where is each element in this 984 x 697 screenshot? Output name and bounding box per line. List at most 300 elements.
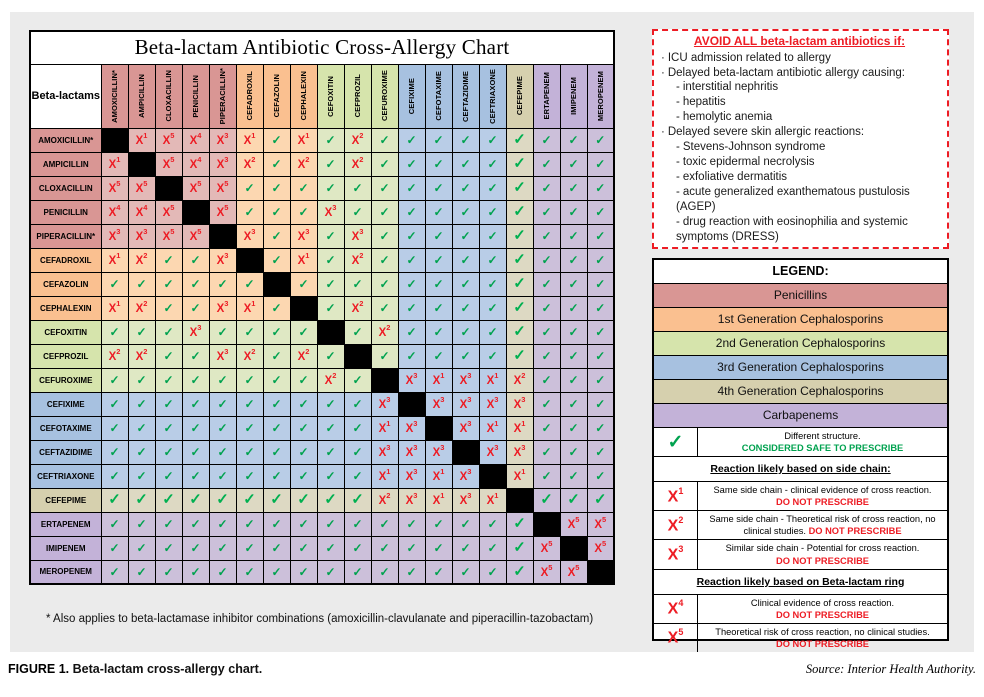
x3-mark-icon: $X^3$ [405,371,418,387]
matrix-row [30,464,614,488]
matrix-cell [587,440,614,464]
checkmark-icon: ✓ [541,325,552,339]
checkmark-icon: ✓ [351,491,364,508]
matrix-cell [506,560,533,584]
matrix-cell [398,488,425,512]
checkmark-icon: ✓ [136,469,147,483]
matrix-cell [182,416,209,440]
matrix-cell [560,344,587,368]
checkmark-icon: ✓ [406,517,417,531]
checkmark-icon: ✓ [217,373,228,387]
checkmark-icon: ✓ [406,205,417,219]
checkmark-icon: ✓ [460,349,471,363]
checkmark-icon: ✓ [541,469,552,483]
x1-mark-icon: $X^1$ [243,131,256,147]
checkmark-icon: ✓ [406,541,417,555]
column-header-cloxacillin [155,64,182,128]
matrix-cell [533,392,560,416]
avoid-warning-item-text: toxic epidermal necrolysis [682,156,815,169]
matrix-cell [560,296,587,320]
avoid-warning-item [661,215,938,245]
matrix-cell [155,392,182,416]
matrix-cell [479,320,506,344]
matrix-cell [209,512,236,536]
matrix-cell [587,128,614,152]
matrix-cell [425,392,452,416]
matrix-cell [560,440,587,464]
checkmark-icon: ✓ [595,157,606,171]
matrix-cell [290,416,317,440]
matrix-cell [560,176,587,200]
avoid-warning-item-text: interstitial nephritis [682,81,779,94]
legend-class-band: 2nd Generation Cephalosporins [654,332,947,356]
checkmark-icon: ✓ [352,564,363,579]
matrix-cell [209,296,236,320]
x2-mark-icon: $X^2$ [135,299,148,315]
matrix-cell [506,440,533,464]
row-header-cefixime: CEFIXIME [30,392,101,416]
x5-mark-icon: $X^5$ [162,131,175,147]
checkmark-icon: ✓ [217,397,228,411]
column-header-label: CEFPROZIL [353,74,362,118]
matrix-cell [290,392,317,416]
matrix-cell [425,272,452,296]
matrix-cell [425,368,452,392]
matrix-cell [425,152,452,176]
x3-mark-icon: $X^3$ [216,347,229,363]
x3-mark-icon: $X^3$ [486,443,499,459]
matrix-cell [479,536,506,560]
checkmark-icon: ✓ [513,203,526,220]
avoid-warning-item-text: drug reaction with eosinophilia and systemic symptoms (DRESS) [676,215,908,243]
dash-icon: - [676,156,680,169]
matrix-cell [452,248,479,272]
column-header-label: AMPICILLIN [137,74,146,118]
matrix-cell [452,296,479,320]
matrix-diagonal-cell [398,392,425,416]
checkmark-icon: ✓ [460,253,471,267]
checkmark-icon: ✓ [190,373,201,387]
checkmark-icon: ✓ [568,277,579,291]
matrix-cell [587,224,614,248]
x2-mark-icon: $X^2$ [351,251,364,267]
checkmark-icon: ✓ [136,517,147,531]
x5-mark-icon: $X^5$ [594,515,607,531]
bullet-dot-icon: · [661,51,665,64]
matrix-cell [506,320,533,344]
legend-description-text: Theoretical risk of cross reaction, no clinical studies. [715,626,930,637]
matrix-cell [533,176,560,200]
checkmark-icon: ✓ [595,229,606,243]
matrix-cell [371,176,398,200]
matrix-cell [209,368,236,392]
x2-mark-icon: $X^2$ [297,155,310,171]
matrix-cell [155,368,182,392]
x5-mark-icon: $X^5$ [162,155,175,171]
row-header-cloxacillin: CLOXACILLIN [30,176,101,200]
matrix-cell [479,560,506,584]
matrix-cell [128,224,155,248]
matrix-cell [398,224,425,248]
checkmark-icon: ✓ [217,445,228,459]
matrix-row [30,200,614,224]
checkmark-icon: ✓ [541,349,552,363]
checkmark-icon: ✓ [406,133,417,147]
matrix-cell [506,464,533,488]
matrix-cell [533,560,560,584]
matrix-cell [155,464,182,488]
checkmark-icon: ✓ [190,541,201,555]
row-header-imipenem: IMIPENEM [30,536,101,560]
matrix-cell [290,512,317,536]
x5-mark-icon: $X^5$ [135,179,148,195]
matrix-cell [236,536,263,560]
matrix-cell [479,512,506,536]
matrix-cell [371,536,398,560]
matrix-cell [506,512,533,536]
matrix-row [30,416,614,440]
checkmark-icon: ✓ [433,157,444,171]
matrix-cell [560,464,587,488]
matrix-cell [236,320,263,344]
x3-mark-icon: $X^3$ [189,323,202,339]
matrix-cell [344,152,371,176]
matrix-cell [425,320,452,344]
checkmark-icon: ✓ [433,541,444,555]
x1-mark-icon: $X^1$ [243,299,256,315]
checkmark-icon: ✓ [513,227,526,244]
column-header-row [30,64,614,128]
matrix-body [30,128,614,584]
matrix-cell [263,128,290,152]
checkmark-icon: ✓ [595,373,606,387]
legend-box [652,258,949,649]
avoid-warning-item [661,95,938,110]
checkmark-icon: ✓ [433,517,444,531]
matrix-cell [263,152,290,176]
matrix-cell [398,416,425,440]
legend-symbol-rows [654,428,947,652]
matrix-cell [452,464,479,488]
avoid-warning-item-text: Delayed severe skin allergic reactions: [667,126,865,139]
checkmark-icon: ✓ [487,564,498,579]
checkmark-icon: ✓ [325,229,336,243]
matrix-cell [155,296,182,320]
column-header-label: CEFOTAXIME [434,71,443,121]
avoid-warning-item-text: hemolytic anemia [682,111,773,124]
checkmark-icon: ✓ [568,445,579,459]
matrix-cell [155,440,182,464]
checkmark-icon: ✓ [379,181,390,195]
checkmark-icon: ✓ [271,445,282,459]
row-header-cefadroxil: CEFADROXIL [30,248,101,272]
x3-mark-icon: $X^3$ [405,443,418,459]
matrix-cell [155,272,182,296]
matrix-cell [452,512,479,536]
matrix-cell [263,320,290,344]
legend-symbol [654,540,698,568]
legend-class-band: Penicillins [654,284,947,308]
checkmark-icon: ✓ [244,205,255,219]
x1-mark-icon: $X^1$ [432,491,445,507]
matrix-cell [101,488,128,512]
checkmark-icon: ✓ [163,397,174,411]
matrix-cell [533,344,560,368]
checkmark-icon: ✓ [460,205,471,219]
matrix-diagonal-cell [479,464,506,488]
figure-caption [8,662,976,677]
checkmark-icon: ✓ [325,541,336,555]
matrix-row [30,272,614,296]
matrix-cell [452,416,479,440]
legend-verdict: DO NOT PRESCRIBE [776,555,869,566]
matrix-cell [452,128,479,152]
matrix-cell [560,248,587,272]
checkmark-icon: ✓ [325,253,336,267]
legend-verdict: CONSIDERED SAFE TO PRESCRIBE [741,443,904,454]
matrix-cell [398,176,425,200]
matrix-cell [317,128,344,152]
legend-row [654,428,947,457]
checkmark-icon: ✓ [271,517,282,531]
checkmark-icon: ✓ [190,421,201,435]
checkmark-icon: ✓ [352,205,363,219]
matrix-cell [236,200,263,224]
checkmark-icon: ✓ [325,181,336,195]
matrix-cell [182,512,209,536]
matrix-cell [479,152,506,176]
matrix-cell [182,272,209,296]
matrix-row [30,440,614,464]
matrix-cell [344,392,371,416]
column-header-cefotaxime [425,64,452,128]
checkmark-icon: ✓ [568,469,579,483]
checkmark-icon: ✓ [109,469,120,483]
matrix-cell [263,536,290,560]
checkmark-icon: ✓ [190,301,201,315]
checkmark-icon: ✓ [352,469,363,483]
column-header-label: CEFTRIAXONE [488,68,497,124]
matrix-cell [101,512,128,536]
checkmark-icon: ✓ [324,491,337,508]
checkmark-icon: ✓ [487,541,498,555]
checkmark-icon: ✓ [352,421,363,435]
matrix-cell [587,536,614,560]
checkmark-icon: ✓ [109,373,120,387]
matrix-cell [263,512,290,536]
matrix-cell [587,512,614,536]
matrix-cell [101,296,128,320]
checkmark-icon: ✓ [568,133,579,147]
checkmark-icon: ✓ [352,397,363,411]
matrix-cell [209,416,236,440]
avoid-warning-item [661,155,938,170]
legend-verdict: DO NOT PRESCRIBE [808,526,902,537]
avoid-warning-item [661,110,938,125]
matrix-cell [587,152,614,176]
x3-mark-icon: $X^3$ [459,395,472,411]
checkmark-icon: ✓ [460,325,471,339]
x3-mark-icon: $X^3$ [297,227,310,243]
column-header-ampicillin [128,64,155,128]
matrix-cell [290,152,317,176]
checkmark-icon: ✓ [406,564,417,579]
matrix-cell [371,128,398,152]
column-header-cephalexin [290,64,317,128]
matrix-row [30,128,614,152]
matrix-cell [560,416,587,440]
matrix-cell [236,440,263,464]
legend-description [698,595,947,623]
avoid-warning-list [661,51,938,245]
checkmark-icon: ✓ [487,349,498,363]
matrix-cell [182,224,209,248]
matrix-cell [587,200,614,224]
matrix-cell [236,272,263,296]
column-header-label: CLOXACILLIN [164,70,173,122]
matrix-cell [533,320,560,344]
checkmark-icon: ✓ [513,275,526,292]
checkmark-icon: ✓ [352,541,363,555]
checkmark-icon: ✓ [513,347,526,364]
x2-mark-icon: $X^2$ [135,347,148,363]
legend-description [698,511,947,539]
matrix-cell [506,416,533,440]
checkmark-icon: ✓ [217,421,228,435]
figure-caption-left [8,662,262,676]
x3-mark-icon: $X^3$ [216,251,229,267]
checkmark-icon: ✓ [217,564,228,579]
legend-description-text: Clinical evidence of cross reaction. [750,597,895,608]
checkmark-icon: ✓ [513,515,526,532]
checkmark-icon: ✓ [513,131,526,148]
checkmark-icon: ✓ [352,325,363,339]
matrix-cell [371,464,398,488]
checkmark-icon: ✓ [487,229,498,243]
matrix-cell [236,488,263,512]
checkmark-icon: ✓ [460,517,471,531]
matrix-cell [155,416,182,440]
matrix-cell [155,320,182,344]
x3-mark-icon: $X^3$ [432,443,445,459]
checkmark-icon: ✓ [352,277,363,291]
checkmark-icon: ✓ [271,349,282,363]
matrix-row [30,368,614,392]
checkmark-icon: ✓ [352,445,363,459]
matrix-cell [209,464,236,488]
checkmark-icon: ✓ [406,325,417,339]
matrix-diagonal-cell [236,248,263,272]
legend-description [698,482,947,510]
checkmark-icon: ✓ [460,181,471,195]
matrix-cell [533,536,560,560]
matrix-cell [506,536,533,560]
row-header-ertapenem: ERTAPENEM [30,512,101,536]
matrix-cell [263,560,290,584]
legend-section-header: Reaction likely based on Beta-lactam ring [654,570,947,595]
matrix-cell [398,296,425,320]
matrix-cell [479,488,506,512]
checkmark-icon: ✓ [109,541,120,555]
legend-description [698,540,947,568]
x2-mark-icon: $X^2$ [243,347,256,363]
checkmark-icon: ✓ [595,397,606,411]
matrix-cell [452,488,479,512]
matrix-cell [398,200,425,224]
matrix-row [30,152,614,176]
matrix-cell [128,296,155,320]
checkmark-icon: ✓ [595,469,606,483]
checkmark-icon: ✓ [406,301,417,315]
checkmark-icon: ✓ [541,397,552,411]
matrix-cell [506,368,533,392]
checkmark-icon: ✓ [271,421,282,435]
checkmark-icon: ✓ [271,253,282,267]
matrix-cell [533,272,560,296]
column-header-label: CEFIXIME [407,77,416,115]
checkmark-icon: ✓ [325,469,336,483]
matrix-cell [344,464,371,488]
matrix-cell [263,176,290,200]
matrix-row [30,344,614,368]
matrix-cell [425,224,452,248]
row-header-cefoxitin: CEFOXITIN [30,320,101,344]
matrix-cell [290,464,317,488]
matrix-cell [452,200,479,224]
checkmark-icon: ✓ [163,277,174,291]
legend-class-band: 1st Generation Cephalosporins [654,308,947,332]
matrix-cell [587,272,614,296]
checkmark-icon: ✓ [595,325,606,339]
matrix-cell [452,176,479,200]
column-header-label: IMIPENEM [569,77,578,115]
matrix-cell [344,128,371,152]
checkmark-icon: ✓ [190,349,201,363]
matrix-cell [371,152,398,176]
matrix-cell [155,536,182,560]
legend-class-band: 4th Generation Cephalosporins [654,380,947,404]
matrix-cell [263,368,290,392]
matrix-cell [263,248,290,272]
checkmark-icon: ✓ [433,229,444,243]
matrix-row [30,224,614,248]
checkmark-icon: ✓ [216,491,229,508]
matrix-diagonal-cell [452,440,479,464]
matrix-cell [128,392,155,416]
checkmark-icon: ✓ [217,541,228,555]
checkmark-icon: ✓ [136,564,147,579]
matrix-cell [128,560,155,584]
legend-description-text: Same side chain - clinical evidence of cross reaction. [713,485,932,496]
checkmark-icon: ✓ [136,325,147,339]
row-header-amoxicillin: AMOXICILLIN* [30,128,101,152]
legend-verdict: DO NOT PRESCRIBE [776,497,869,508]
avoid-warning-item-text: hepatitis [682,96,726,109]
checkmark-icon: ✓ [271,564,282,579]
checkmark-icon: ✓ [244,564,255,579]
matrix-cell [479,272,506,296]
matrix-cell [101,464,128,488]
checkmark-icon: ✓ [541,157,552,171]
matrix-cell [506,344,533,368]
checkmark-icon: ✓ [325,397,336,411]
x2-mark-icon: $X^2$ [297,347,310,363]
matrix-cell [398,344,425,368]
matrix-cell [182,296,209,320]
checkmark-icon: ✓ [271,469,282,483]
checkmark-icon: ✓ [244,469,255,483]
matrix-cell [452,368,479,392]
